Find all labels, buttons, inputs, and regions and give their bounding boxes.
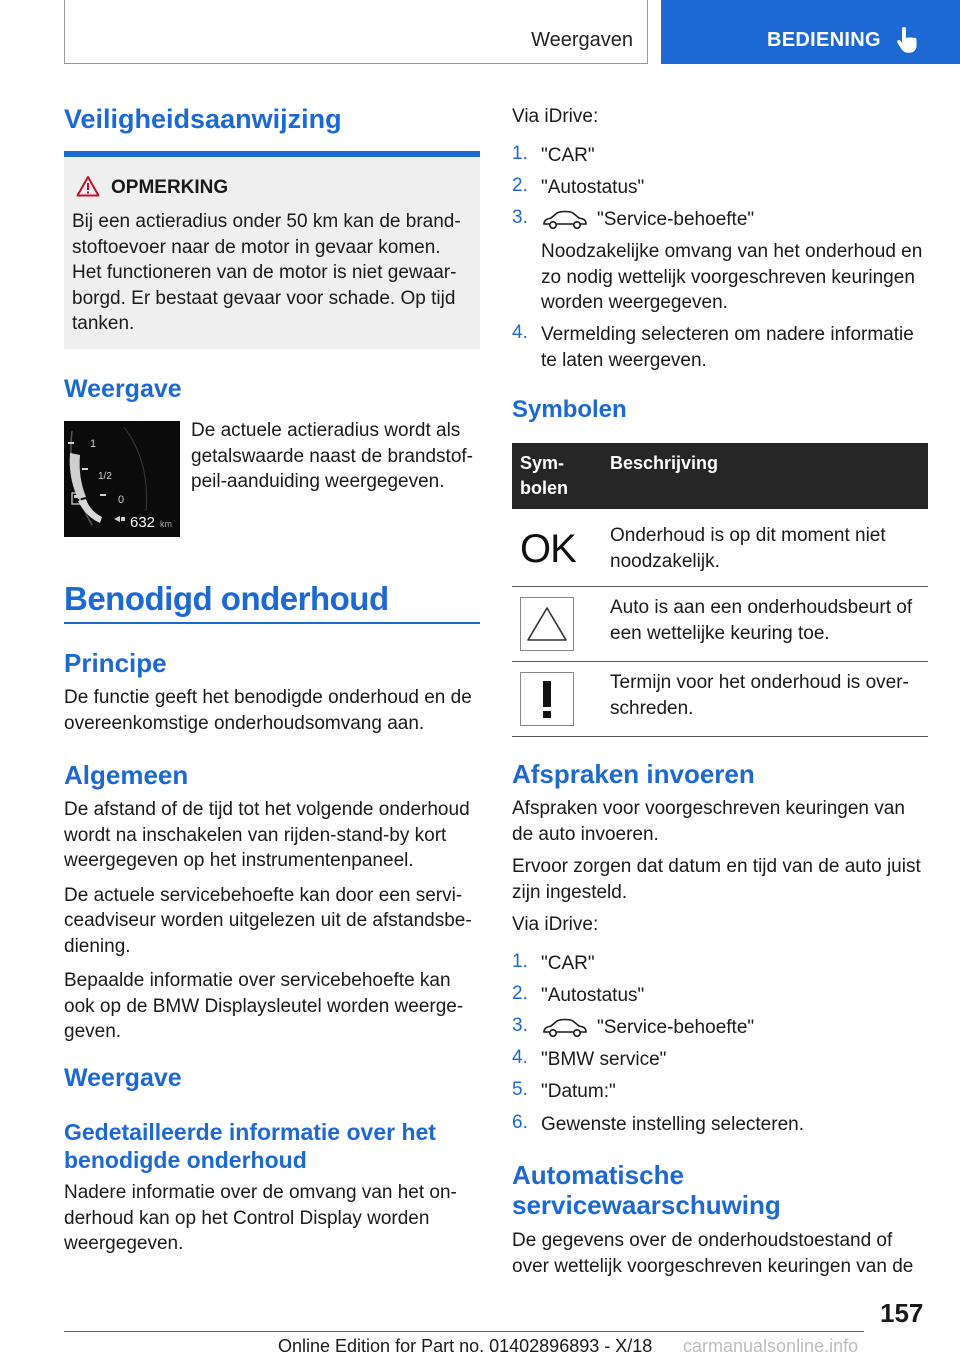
algemeen-line: diening. xyxy=(64,935,131,957)
note-line: Bij een actieradius onder 50 km kan de brand- xyxy=(72,211,461,232)
list-text: "CAR" xyxy=(541,145,595,166)
algemeen-line: wordt na inschakelen van rijden-stand-by kort xyxy=(64,824,447,846)
weergave-line: getalswaarde naast de brandstof- xyxy=(191,445,474,467)
gauge-tick-half: 1/2 xyxy=(98,471,112,482)
principe-line: overeenkomstige onderhoudsomvang aan. xyxy=(64,712,425,734)
list-text: "Datum:" xyxy=(541,1081,616,1102)
detail-line: derhoud kan op het Control Display worden xyxy=(64,1207,430,1229)
list-text xyxy=(541,1015,933,1041)
table-desc-line: Auto is aan een onderhoudsbeurt of xyxy=(610,597,913,618)
auto-heading-line: servicewaarschuwing xyxy=(512,1190,781,1220)
algemeen-line: De afstand of de tijd tot het volgende onderhoud xyxy=(64,799,470,820)
table-header-row xyxy=(512,443,928,509)
list-number: 5. xyxy=(512,1079,528,1100)
weergave2-heading: Weergave xyxy=(64,1064,182,1092)
list-number: 1. xyxy=(512,951,528,972)
auto-text xyxy=(512,1228,932,1279)
table-row xyxy=(512,662,928,737)
table-cell-description xyxy=(602,662,928,737)
note-line: Het functioneren van de motor is niet gewaar- xyxy=(72,262,457,283)
list-text-line: Vermelding selecteren om nadere informatie xyxy=(541,324,914,345)
principe-heading: Principe xyxy=(64,648,167,678)
table-desc-line: Termijn voor het onderhoud is over- xyxy=(610,672,909,693)
list-number: 4. xyxy=(512,322,528,343)
note-line: borgd. Er bestaat gevaar voor schade. Op tijd xyxy=(72,287,456,309)
detail-line: Nadere informatie over de omvang van het on- xyxy=(64,1182,457,1203)
afspraken-line: zijn ingesteld. xyxy=(512,881,628,903)
algemeen-line: weergegeven op het instrumentenpaneel. xyxy=(64,850,414,871)
table-cell-description xyxy=(602,587,928,662)
auto-line: De gegevens over de onderhoudstoestand of xyxy=(512,1230,893,1251)
footer-edition-text: Online Edition for Part no. 01402896893 - X/18 xyxy=(278,1336,653,1356)
list-text: "Autostatus" xyxy=(541,177,645,198)
algemeen-line: ceadviseur worden uitgelezen uit de afstandsbe- xyxy=(64,910,472,931)
list-description-line: Noodzakelijke omvang van het onderhoud en xyxy=(541,241,923,262)
algemeen-line: ook op de BMW Displaysleutel worden weerge- xyxy=(64,995,464,1017)
table-desc-line: noodzakelijk. xyxy=(610,550,720,572)
afspraken-line: Afspraken voor voorgeschreven keuringen van xyxy=(512,798,905,819)
list-text: "Autostatus" xyxy=(541,985,645,1006)
detail-text xyxy=(64,1180,484,1257)
afspraken-text xyxy=(512,796,932,938)
list-text-line: te laten weergeven. xyxy=(541,349,707,371)
footer-watermark: carmanualsonline.info xyxy=(683,1336,859,1356)
warning-icon xyxy=(76,175,100,197)
table-cell-symbol xyxy=(512,509,602,587)
page-number: 157 xyxy=(880,1298,924,1328)
algemeen-text xyxy=(64,797,484,1045)
list-number: 2. xyxy=(512,175,528,196)
algemeen-line: geven. xyxy=(64,1021,122,1042)
table-desc-line: Onderhoud is op dit moment niet xyxy=(610,525,886,546)
note-box xyxy=(64,151,480,349)
list-number: 4. xyxy=(512,1047,528,1068)
note-line: tanken. xyxy=(72,313,135,334)
table-header-symbol xyxy=(512,443,602,509)
list-number: 3. xyxy=(512,1015,528,1036)
list-text: "CAR" xyxy=(541,953,595,974)
safety-heading: Veiligheidsaanwijzing xyxy=(64,104,342,134)
exclamation-icon xyxy=(520,672,574,726)
list-number: 2. xyxy=(512,983,528,1004)
principe-text xyxy=(64,685,484,736)
table-row xyxy=(512,587,928,662)
list-number: 1. xyxy=(512,143,528,164)
footer-rule xyxy=(64,1331,864,1332)
auto-heading-line: Automatische xyxy=(512,1160,684,1190)
main-heading: Benodigd onderhoud xyxy=(64,580,389,617)
auto-line: over wettelijk voorgeschreven keuringen van de xyxy=(512,1255,914,1277)
heading-rule xyxy=(64,622,480,624)
header-section-title: Weergaven xyxy=(531,29,633,51)
note-text xyxy=(72,209,472,337)
table-row xyxy=(512,509,928,587)
weergave-line: peil-aanduiding weergegeven. xyxy=(191,471,445,492)
table-header-line: Sym- xyxy=(520,453,565,473)
symbolen-heading: Symbolen xyxy=(512,396,627,423)
detail-heading xyxy=(64,1118,484,1174)
header-section-box xyxy=(64,0,648,64)
weergave-line: De actuele actieradius wordt als xyxy=(191,420,461,441)
table-cell-symbol xyxy=(512,587,602,662)
table-cell-symbol xyxy=(512,662,602,737)
fuel-gauge-image xyxy=(64,421,180,537)
table-cell-description xyxy=(602,509,928,587)
weergave-heading: Weergave xyxy=(64,375,182,403)
gauge-tick-1: 1 xyxy=(90,438,97,450)
detail-heading-line: benodigde onderhoud xyxy=(64,1147,307,1173)
detail-line: weergegeven. xyxy=(64,1233,184,1254)
algemeen-line: Bepaalde informatie over servicebehoefte kan xyxy=(64,970,451,991)
header-chapter-title: BEDIENING xyxy=(767,29,881,51)
list-number: 3. xyxy=(512,207,528,228)
afspraken-heading: Afspraken invoeren xyxy=(512,759,755,789)
symbols-table xyxy=(512,443,928,737)
pointing-hand-icon xyxy=(896,27,920,55)
gauge-range-unit: km xyxy=(160,519,172,529)
gauge-range-value: 632 xyxy=(130,514,156,531)
auto-heading xyxy=(512,1160,781,1220)
afspraken-line: de auto invoeren. xyxy=(512,823,659,845)
principe-line: De functie geeft het benodigde onderhoud en de xyxy=(64,687,472,708)
table-desc-line: een wettelijke keuring toe. xyxy=(610,622,830,644)
footer-edition xyxy=(278,1336,652,1357)
note-line: stoftoevoer naar de motor in gevaar komen. xyxy=(72,236,441,258)
car-service-icon xyxy=(541,1018,589,1038)
note-label: OPMERKING xyxy=(111,177,229,198)
warning-triangle-icon xyxy=(520,597,574,651)
table-header-description: Beschrijving xyxy=(602,443,928,509)
list-description-line: worden weergegeven. xyxy=(541,292,728,313)
list-text-value: "Service-behoefte" xyxy=(597,209,755,230)
list-number: 6. xyxy=(512,1112,528,1133)
list-description-line: zo nodig wettelijk voorgeschreven keuringen xyxy=(541,266,915,288)
table-header-line: bolen xyxy=(520,478,568,498)
algemeen-line: De actuele servicebehoefte kan door een servi- xyxy=(64,884,463,906)
table-desc-line: schreden. xyxy=(610,697,694,719)
car-service-icon xyxy=(541,210,589,230)
list-text xyxy=(541,207,933,233)
weergave-text xyxy=(191,418,481,495)
list-text: "BMW service" xyxy=(541,1049,667,1070)
list-description xyxy=(541,239,936,316)
via-idrive-label: Via iDrive: xyxy=(512,106,599,127)
afspraken-line: Ervoor zorgen dat datum en tijd van de auto juist xyxy=(512,856,921,877)
list-text-value: "Service-behoefte" xyxy=(597,1017,755,1038)
gauge-tick-0: 0 xyxy=(118,494,125,506)
list-text: Gewenste instelling selecteren. xyxy=(541,1114,804,1135)
via-idrive-label-2: Via iDrive: xyxy=(512,914,599,935)
detail-heading-line: Gedetailleerde informatie over het xyxy=(64,1119,436,1145)
ok-symbol-icon: OK xyxy=(520,527,576,571)
algemeen-heading: Algemeen xyxy=(64,760,189,790)
list-text xyxy=(541,322,933,373)
